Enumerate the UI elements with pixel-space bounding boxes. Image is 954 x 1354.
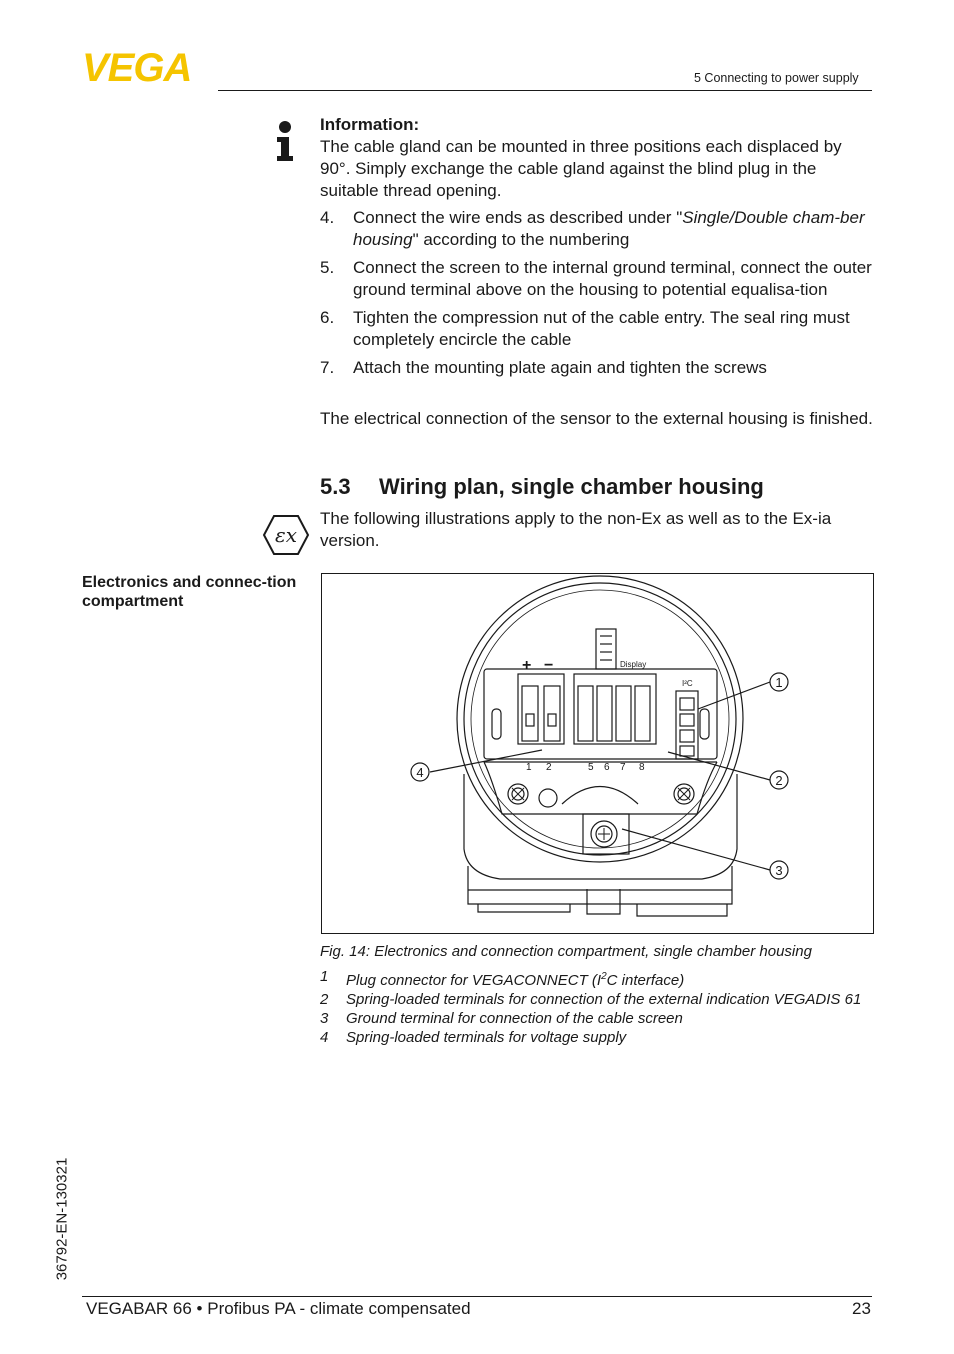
- step-item: [320, 307, 876, 351]
- leader-line-1: [698, 682, 770, 709]
- minus-label: −: [544, 657, 554, 674]
- terminal-label: 7: [620, 762, 626, 773]
- info-title: Information:: [320, 115, 420, 134]
- legend-text: Ground terminal for connection of the cable screen: [346, 1010, 683, 1027]
- header-section-title: 5 Connecting to power supply: [694, 71, 859, 85]
- callout-number-4: 4: [416, 765, 424, 780]
- legend-text: Plug connector for VEGACONNECT ($I^2C$ interface): [346, 971, 685, 989]
- cable-entry-left: [478, 904, 570, 912]
- step-item: [320, 257, 876, 301]
- terminal-label: 6: [604, 762, 610, 773]
- info-icon: [274, 120, 296, 162]
- page-number: 23: [852, 1299, 871, 1318]
- info-note: [320, 114, 874, 202]
- leader-line-2: [668, 752, 770, 780]
- legend-number: 2: [320, 991, 329, 1008]
- cable-entry-right: [637, 904, 727, 916]
- info-text: The cable gland can be mounted in three positions each displaced by 90°. Simply exchange the cable gland against the blind plug in the suitable thread opening.: [320, 137, 842, 200]
- legend-text: Spring-loaded terminals for voltage supply: [346, 1029, 627, 1046]
- cable-entry-center: [587, 889, 620, 914]
- legend-number: 3: [320, 1010, 329, 1027]
- i2c-plug-connector: [676, 691, 698, 759]
- ex-note: The following illustrations apply to the non-Ex as well as to the Ex-ia version.: [320, 509, 832, 550]
- wiring-diagram: [322, 574, 873, 933]
- leader-line-3: [622, 829, 770, 870]
- document-id: 36792-EN-130321: [53, 1157, 71, 1281]
- section-number: 5.3: [320, 474, 351, 499]
- step-text: Attach the mounting plate again and tighten the screws: [353, 358, 767, 377]
- svg-text:VEGA: VEGA: [82, 50, 192, 84]
- section-title: Wiring plan, single chamber housing: [379, 474, 764, 499]
- section-heading: [320, 474, 764, 500]
- legend-item: [320, 1028, 876, 1047]
- display-label: Display: [620, 660, 647, 669]
- step-item: [320, 357, 876, 379]
- step-number: 6.: [320, 308, 335, 327]
- side-heading: Electronics and connec-tion compartment: [82, 574, 297, 610]
- ex-protection-icon: [262, 514, 310, 556]
- step-list: [320, 207, 876, 385]
- step-text: Connect the screen to the internal ground terminal, connect the outer ground terminal above on the housing to potential equalisa-tion: [353, 258, 872, 299]
- legend-item: [320, 990, 876, 1009]
- callout-number-1: 1: [775, 675, 783, 690]
- legend-item: [320, 967, 876, 990]
- step-item: [320, 207, 876, 251]
- plus-label: +: [522, 657, 532, 674]
- closing-paragraph: The electrical connection of the sensor to the external housing is finished.: [320, 409, 873, 428]
- step-number: 4.: [320, 208, 335, 227]
- header-divider: [218, 90, 872, 91]
- display-terminal-block: [574, 674, 656, 744]
- callout-number-3: 3: [775, 863, 783, 878]
- display-connector: [596, 629, 616, 669]
- terminal-label: 1: [526, 762, 532, 773]
- legend-item: [320, 1009, 876, 1028]
- i2c-label: I²C: [682, 679, 693, 688]
- callout-number-2: 2: [775, 773, 783, 788]
- step-text: Connect the wire ends as described under "Single/Double cham-ber housing" according to the numbering: [353, 208, 865, 249]
- step-number: 7.: [320, 358, 335, 377]
- legend-text: Spring-loaded terminals for connection of the external indication VEGADIS 61: [346, 991, 862, 1008]
- terminal-label: 5: [588, 762, 594, 773]
- footer-divider: [82, 1296, 872, 1297]
- svg-text:εx: εx: [274, 523, 298, 547]
- legend-number: 1: [320, 968, 329, 985]
- figure-caption: Fig. 14: Electronics and connection compartment, single chamber housing: [320, 943, 812, 960]
- terminal-label: 8: [639, 762, 645, 773]
- terminal-label: 2: [546, 762, 552, 773]
- supply-terminal-block: [518, 674, 564, 744]
- figure-legend: [320, 967, 876, 1047]
- step-text: Tighten the compression nut of the cable entry. The seal ring must completely encircle the cable: [353, 308, 850, 349]
- step-number: 5.: [320, 258, 335, 277]
- vega-logo: [82, 50, 212, 84]
- screw-center: [539, 789, 557, 807]
- footer-title: VEGABAR 66 • Profibus PA - climate compensated: [86, 1299, 471, 1318]
- legend-number: 4: [320, 1029, 329, 1046]
